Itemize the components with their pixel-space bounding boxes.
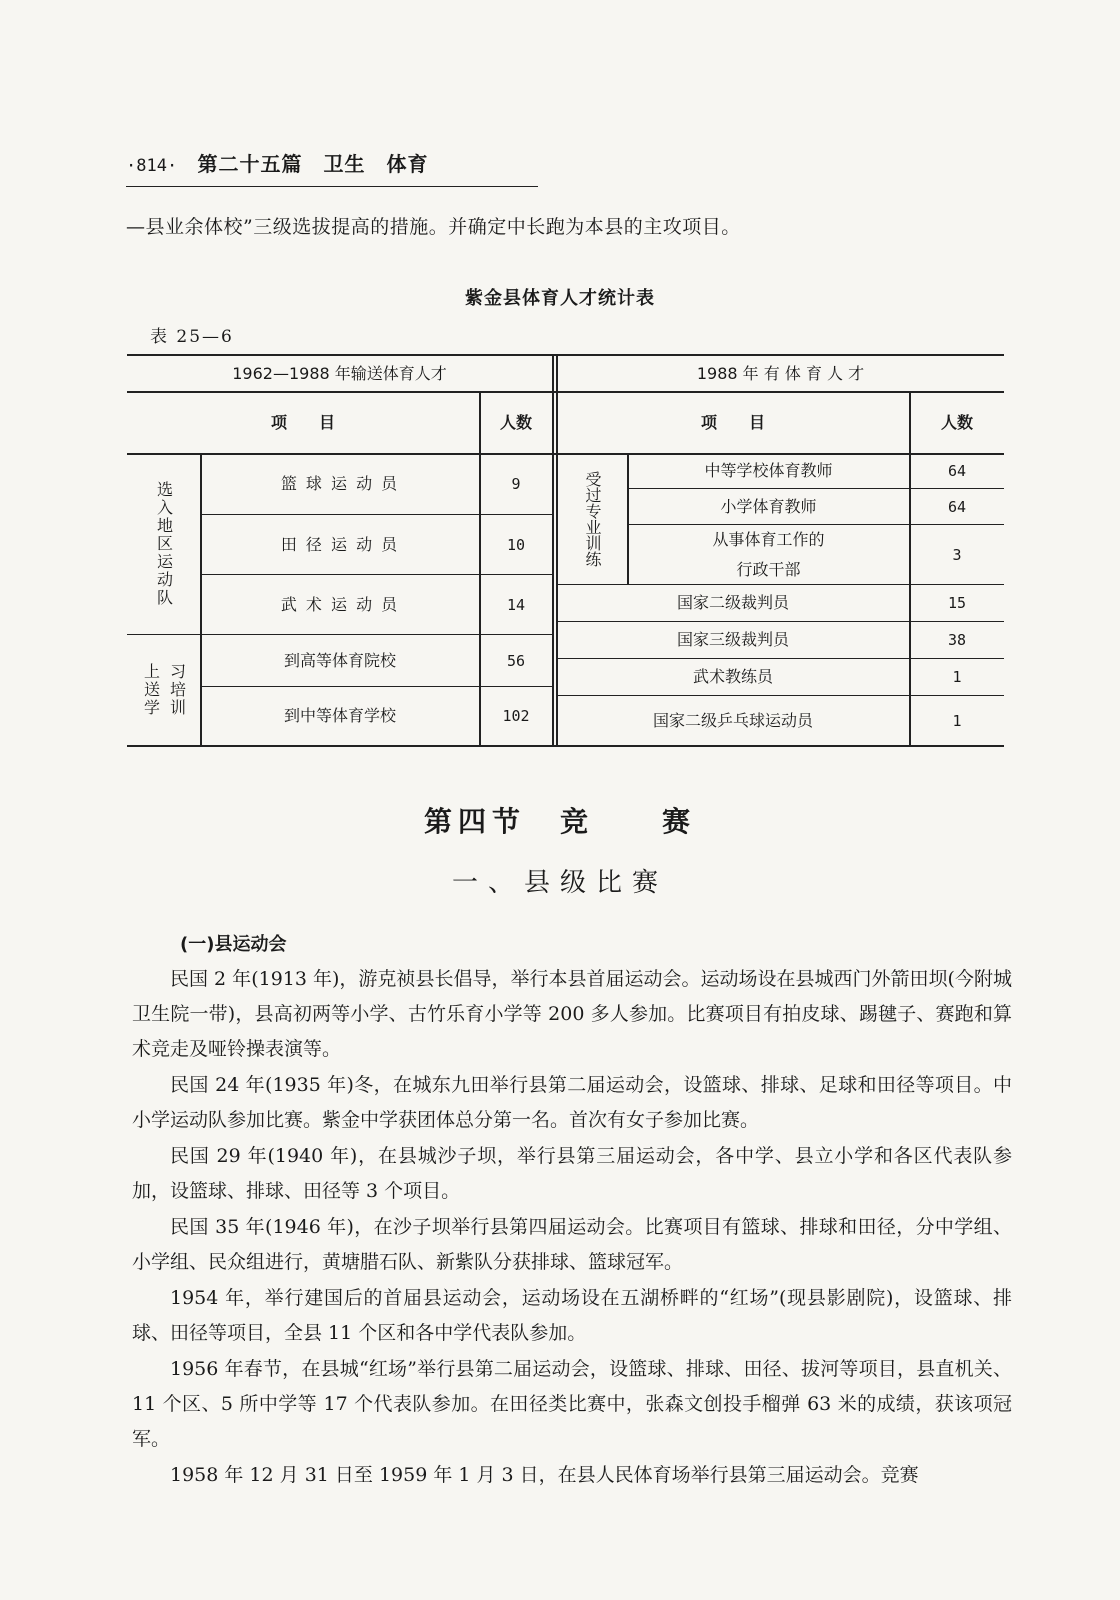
- table-row-item: 到高等体育院校: [283, 650, 396, 670]
- left-group-further-study: 上送学 习培训: [141, 663, 187, 717]
- table-row-item: 篮 球 运 动 员: [280, 474, 400, 493]
- table-row-item: 到中等体育学校: [283, 706, 396, 725]
- table-row-item: 国家三级裁判员: [676, 630, 789, 649]
- right-item-header: 项 目: [700, 412, 765, 432]
- right-group-trained: 受过专业训练: [583, 471, 602, 567]
- table-row-count: 1: [952, 711, 962, 730]
- table-row-item: 国家二级裁判员: [676, 593, 789, 612]
- table-title: 紫金县体育人才统计表: [465, 288, 655, 309]
- table-row-item: 中等学校体育教师: [704, 461, 833, 480]
- subsubsection-title: (一)县运动会: [180, 934, 287, 955]
- table-row-count: 15: [947, 594, 967, 612]
- table-row-item: 武 术 运 动 员: [280, 594, 400, 614]
- table-row-count: 1: [952, 668, 962, 686]
- talent-statistics-table: [127, 354, 1004, 747]
- intro-line: —县业余体校”三级选拔提高的措施。并确定中长跑为本县的主攻项目。: [126, 216, 741, 238]
- paragraph: 民国 24 年(1935 年)冬，在城东九田举行县第二届运动会，设篮球、排球、足球和田径等项目。中小学运动队参加比赛。紫金中学获团体总分第一名。首次有女子参加比赛。: [132, 1074, 1012, 1131]
- right-count-header: 人数: [940, 412, 973, 432]
- page-number: ·814·: [126, 156, 178, 176]
- left-section-header: 1962—1988 年输送体育人才: [232, 363, 447, 383]
- table-row-count: 64: [947, 497, 967, 516]
- paragraph: 民国 35 年(1946 年)，在沙子坝举行县第四届运动会。比赛项目有篮球、排球和田径，分中学组、小学组、民众组进行，黄塘腊石队、新紫队分获排球、篮球冠军。: [132, 1216, 1012, 1273]
- paragraph: 1954 年，举行建国后的首届县运动会，运动场设在五湖桥畔的“红场”(现县影剧院)，设篮球、排球、田径等项目，全县 11 个区和各中学代表队参加。: [132, 1287, 1012, 1344]
- subsection-title: 一、县级比赛: [451, 868, 668, 898]
- paragraph: 1958 年 12 月 31 日至 1959 年 1 月 3 日，在县人民体育场举行县第三届运动会。竞赛: [170, 1464, 919, 1486]
- table-row-item: 武术教练员: [692, 667, 773, 686]
- table-number: 表 25—6: [150, 327, 234, 347]
- table-row-count: 102: [502, 707, 530, 725]
- table-row-item: 国家二级乒乓球运动员: [652, 710, 813, 730]
- body-text: [132, 962, 1012, 1494]
- table-row-count: 38: [947, 631, 967, 649]
- paragraph: 民国 2 年(1913 年)，游克祯县长倡导，举行本县首届运动会。运动场设在县城西门外箭田坝(今附城卫生院一带)，县高初两等小学、古竹乐育小学等 200 多人参加。比赛项目有拍皮球、踢毽子、赛跑和算术竞走及哑铃操表演等。: [132, 968, 1012, 1060]
- table-row-item: 从事体育工作的 行政干部: [712, 529, 825, 579]
- left-item-header: 项 目: [270, 412, 335, 432]
- left-group-regional-teams: 选入地区运动队: [154, 481, 174, 607]
- section-title: 第四节 竞 赛: [423, 805, 696, 838]
- page-header: [126, 150, 538, 187]
- left-count-header: 人数: [499, 412, 532, 432]
- chapter-title: 第二十五篇 卫生 体育: [197, 152, 429, 176]
- table-row-count: 3: [952, 545, 962, 564]
- table-row-count: 10: [506, 535, 526, 554]
- paragraph: 1956 年春节，在县城“红场”举行县第二届运动会，设篮球、排球、田径、拔河等项目，县直机关、11 个区、5 所中学等 17 个代表队参加。在田径类比赛中，张森文创投手榴弹 63 米的成绩，获该项冠军。: [132, 1358, 1012, 1450]
- table-row-count: 14: [506, 595, 526, 614]
- table-row-count: 56: [506, 651, 526, 670]
- table-row-item: 田 径 运 动 员: [280, 534, 400, 554]
- table-row-count: 64: [947, 462, 967, 480]
- table-row-item: 小学体育教师: [720, 496, 817, 516]
- paragraph: 民国 29 年(1940 年)，在县城沙子坝，举行县第三届运动会，各中学、县立小学和各区代表队参加，设篮球、排球、田径等 3 个项目。: [132, 1145, 1012, 1202]
- right-section-header: 1988 年 有 体 育 人 才: [696, 363, 865, 383]
- table-row-count: 9: [511, 475, 521, 493]
